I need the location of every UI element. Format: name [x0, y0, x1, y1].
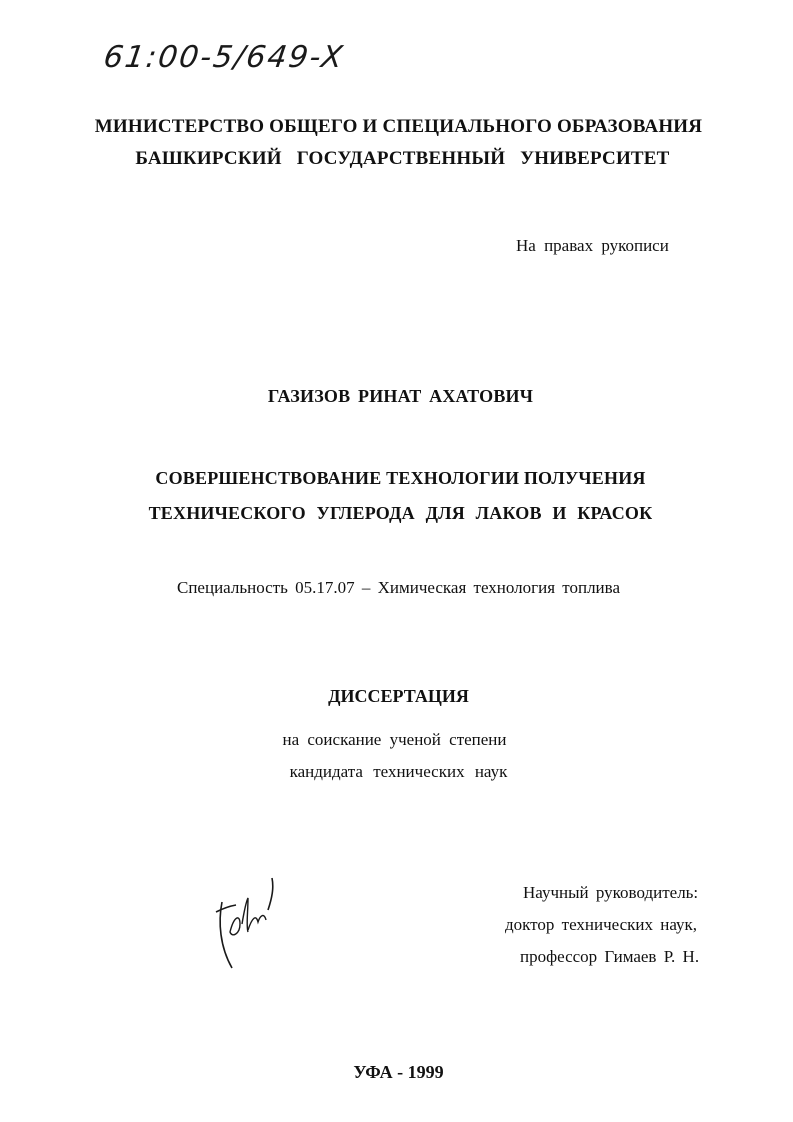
- archive-code: 61:00-5/649-X: [101, 40, 347, 75]
- title-line-1: СОВЕРШЕНСТВОВАНИЕ ТЕХНОЛОГИИ ПОЛУЧЕНИЯ: [155, 468, 646, 488]
- degree-line-2: кандидата технических наук: [289, 762, 508, 781]
- supervisor-block: [505, 880, 745, 976]
- city-year: УФА - 1999: [353, 1062, 444, 1082]
- author-name: ГАЗИЗОВ РИНАТ АХАТОВИЧ: [267, 386, 534, 406]
- title-line-2: ТЕХНИЧЕСКОГО УГЛЕРОДА ДЛЯ ЛАКОВ И КРАСОК: [148, 503, 653, 523]
- university-heading: БАШКИРСКИЙ ГОСУДАРСТВЕННЫЙ УНИВЕРСИТЕТ: [135, 148, 670, 169]
- supervisor-title: Научный руководитель:: [523, 883, 699, 902]
- specialty-line: Специальность 05.17.07 – Химическая технология топлива: [177, 578, 620, 597]
- degree-line-1: на соискание ученой степени: [282, 730, 507, 749]
- ministry-heading: МИНИСТЕРСТВО ОБЩЕГО И СПЕЦИАЛЬНОГО ОБРАЗОВАНИЯ: [94, 116, 703, 137]
- supervisor-name: профессор Гимаев Р. Н.: [520, 947, 700, 966]
- supervisor-degree: доктор технических наук,: [505, 915, 698, 934]
- work-type: ДИССЕРТАЦИЯ: [328, 686, 469, 706]
- rights-note: На правах рукописи: [516, 236, 669, 255]
- handwritten-signature-icon: [210, 872, 290, 982]
